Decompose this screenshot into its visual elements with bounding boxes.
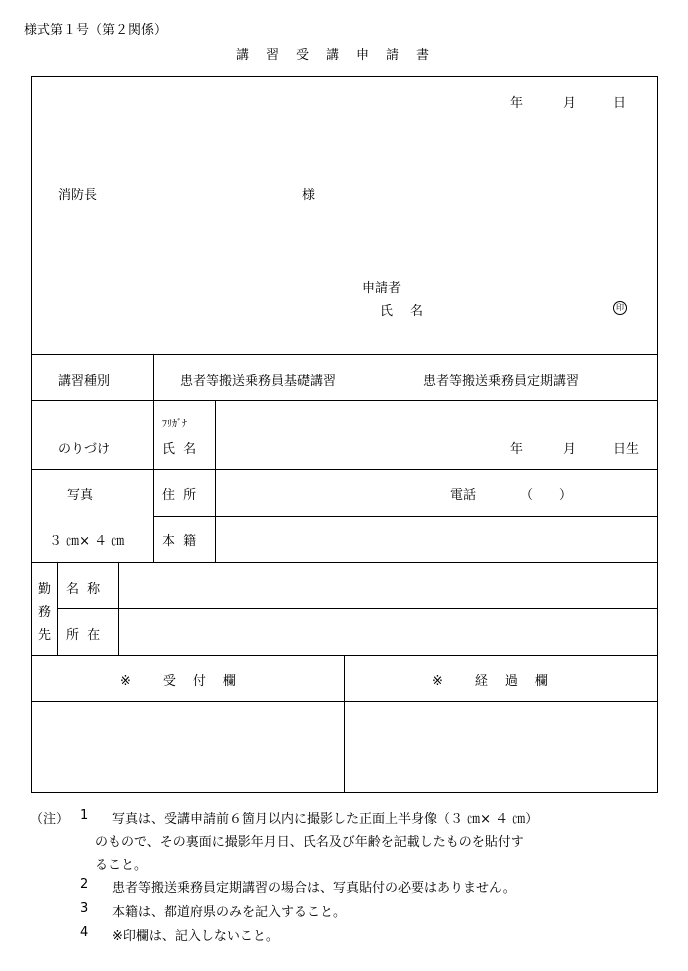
workplace-name-label: 名 称 [66,582,103,597]
phone-parens: （ ） [520,488,573,503]
notes-prefix: （注） [30,812,70,827]
applicant-name-field[interactable] [440,296,612,320]
note-2-number: 2 [80,877,89,892]
applicant-name-label: 氏 名 [380,304,426,319]
workplace-label-1: 勤 [38,582,52,597]
addressee-field[interactable] [110,180,302,204]
name-field[interactable] [222,434,506,458]
note-1-line-2: のもので、その裏面に撮影年月日、氏名及び年齢を記載したものを貼付す [95,835,524,850]
divider-course-label [153,354,154,400]
divider-workplace-labels [118,562,119,655]
workplace-label-2: 務 [38,605,52,620]
domicile-label: 本 籍 [162,534,199,549]
divider-address [153,516,658,517]
divider-workplace [57,608,658,609]
date-day-field[interactable] [578,88,614,112]
divider-top-section [31,354,658,355]
furigana-field[interactable] [222,407,654,431]
note-1-line-3: ること。 [95,858,148,873]
birth-month-label: 月 [563,442,577,457]
divider-office-columns [344,655,345,793]
note-3-text: 本籍は、都道府県のみを記入すること。 [112,905,347,920]
seal-mark: 印 [613,301,627,315]
note-4-text: ※印欄は、記入しないこと。 [112,929,279,944]
divider-photo [153,400,154,562]
divider-workplace-side [57,562,58,655]
addressee-label: 消防長 [58,188,98,203]
birth-day-label: 日生 [613,442,640,457]
name-label: 氏 名 [162,442,199,457]
applicant-label: 申請者 [362,281,402,296]
workplace-label-3: 先 [38,628,52,643]
phone-field[interactable] [580,480,654,504]
photo-label: 写真 [67,488,94,503]
divider-name [31,469,658,470]
divider-person-labels [215,400,216,562]
birth-year-label: 年 [510,442,524,457]
honorific-label: 様 [302,188,316,203]
course-option-regular[interactable]: 患者等搬送乗務員定期講習 [423,374,580,389]
progress-label: ※ 経 過 欄 [432,674,550,689]
photo-paste-label: のりづけ [58,442,111,457]
note-1-line-1: 写真は、受講申請前６箇月以内に撮影した正面上半身像（３ ㎝× ４ ㎝） [112,812,539,827]
furigana-label: ﾌﾘｶﾞﾅ [162,419,187,430]
date-day-label: 日 [613,96,627,111]
photo-size-label: ３ ㎝× ４ ㎝ [49,534,125,549]
page-title: 講 習 受 講 申 請 書 [236,48,432,63]
date-month-label: 月 [563,96,577,111]
date-year-field[interactable] [440,88,510,112]
divider-domicile [31,562,658,563]
address-label: 住 所 [162,488,199,503]
workplace-name-field[interactable] [125,574,654,598]
reception-label: ※ 受 付 欄 [120,674,238,689]
note-2-text: 患者等搬送乗務員定期講習の場合は、写真貼付の必要はありません。 [112,881,516,896]
form-number: 様式第１号（第２関係） [24,23,168,38]
course-option-basic[interactable]: 患者等搬送乗務員基礎講習 [180,374,337,389]
address-field[interactable] [222,480,446,504]
note-1-number: 1 [80,808,89,823]
divider-course [31,400,658,401]
date-year-label: 年 [510,96,524,111]
phone-label: 電話 [450,488,477,503]
note-3-number: 3 [80,901,89,916]
workplace-location-field[interactable] [125,620,654,644]
workplace-location-label: 所 在 [66,628,103,643]
note-4-number: 4 [80,925,89,940]
date-month-field[interactable] [528,88,564,112]
domicile-field[interactable] [222,526,654,550]
course-label: 講習種別 [58,374,111,389]
